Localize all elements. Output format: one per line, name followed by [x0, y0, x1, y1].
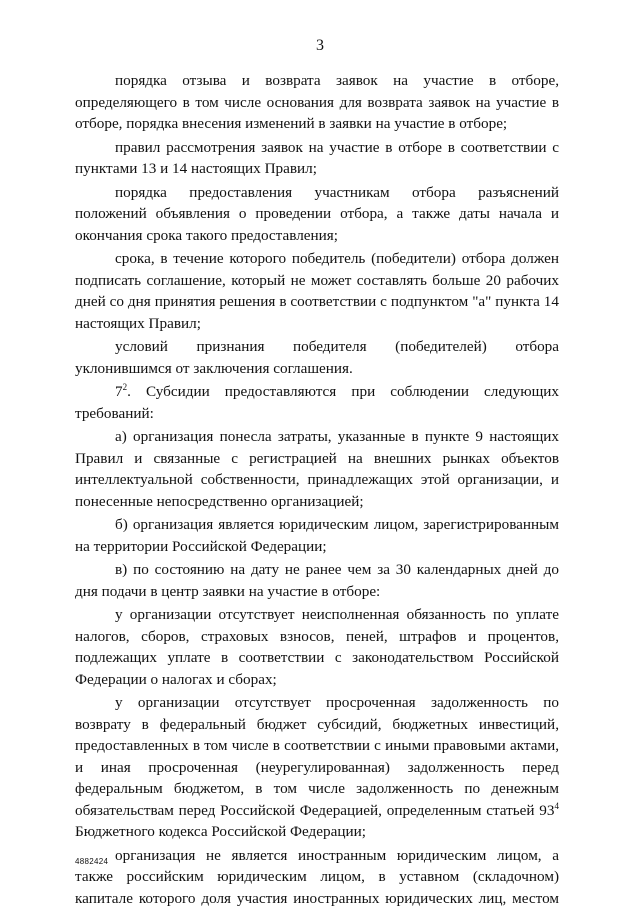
paragraph: порядка предоставления участникам отбора разъяснений положений объявления о проведении отбора, а также даты начала и окончания срока такого предоставления; [75, 183, 559, 244]
paragraph-text: у организации отсутствует просроченная задолженность по возврату в федеральный бюджет субсидий, бюджетных инвестиций, предоставленных в том числе в соответствии с иными правовыми актами, и иная просроченная (неурегулированная) задолженность перед федеральным бюджетом, в том числе задолженность по денежным обязательствам перед Российской Федерацией, определенным статьей 93 [75, 694, 559, 819]
paragraph: порядка отзыва и возврата заявок на участие в отборе, определяющего в том числе основания для возврата заявок на участие в отборе, порядка внесения изменений в заявки на участие в отборе; [75, 72, 559, 132]
paragraph [75, 692, 559, 843]
clause-superscript: 2 [122, 381, 128, 392]
clause-text: . Субсидии предоставляются при соблюдении следующих требований: [75, 383, 559, 422]
paragraph: у организации отсутствует неисполненная обязанность по уплате налогов, сборов, страховых взносов, пеней, штрафов и процентов, подлежащих уплате в соответствии с законодательством Российской Федерации о налогах и сборах; [75, 606, 559, 688]
clause-number: 7 [115, 383, 123, 400]
paragraph: б) организация является юридическим лицом, зарегистрированным на территории Российской Федерации; [75, 516, 559, 555]
paragraph-clause-7-2 [75, 381, 559, 424]
article-superscript: 4 [554, 800, 559, 811]
paragraph: срока, в течение которого победитель (победители) отбора должен подписать соглашение, который не может составлять больше 20 рабочих дней со дня принятия решения в соответствии с подпунктом "а" пункта 14 настоящих Правил; [75, 250, 559, 332]
paragraph: в) по состоянию на дату не ранее чем за 30 календарных дней до дня подачи в центр заявки на участие в отборе: [75, 561, 559, 600]
document-id: 4882424 [75, 857, 109, 866]
page-number: 3 [316, 37, 324, 54]
paragraph: условий признания победителя (победителей) отбора уклонившимся от заключения соглашения. [75, 338, 559, 377]
paragraph: организация не является иностранным юридическим лицом, а также российским юридическим лицом, в уставном (складочном) капитале которого доля участия иностранных юридических лиц, местом [75, 846, 559, 907]
paragraph-tail: Бюджетного кодекса Российской Федерации; [75, 823, 366, 840]
document-body [75, 70, 559, 911]
paragraph: правил рассмотрения заявок на участие в отборе в соответствии с пунктами 13 и 14 настоящих Правил; [75, 138, 559, 177]
paragraph: а) организация понесла затраты, указанные в пункте 9 настоящих Правил и связанные с регистрацией на внешних рынках объектов интеллектуальной собственности, принадлежащих этой организации, и понесенные непосредственно организацией; [75, 428, 559, 510]
